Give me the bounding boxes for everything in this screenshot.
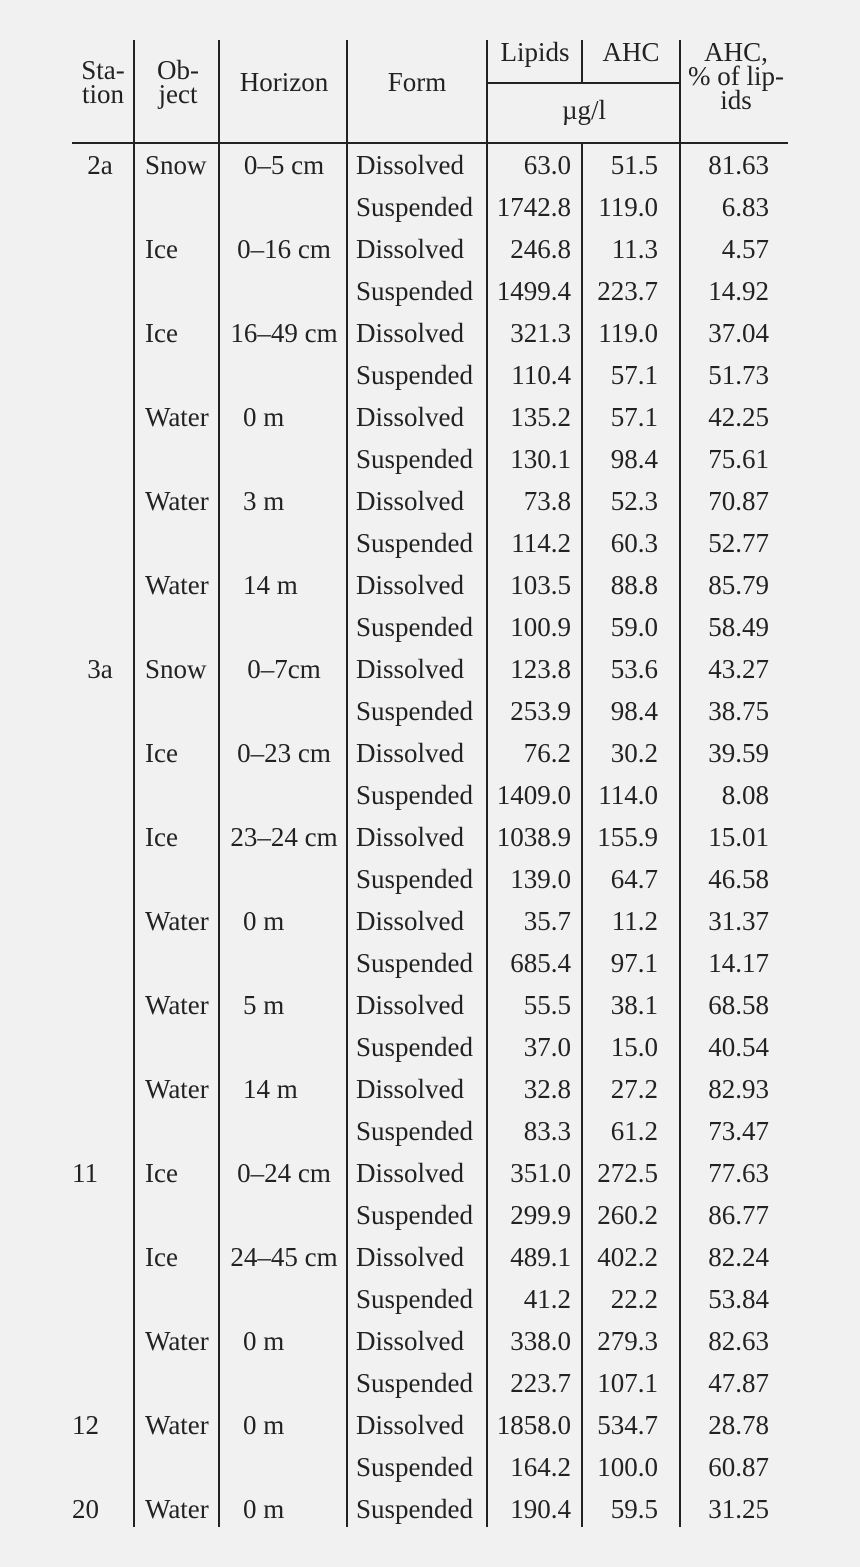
cell-horizon: 0–16 cm <box>237 234 331 264</box>
cell-object: Ice <box>145 318 178 348</box>
cell-ahc: 11.3 <box>611 234 658 264</box>
header-station <box>72 55 134 109</box>
cell-lipids: 253.9 <box>510 696 571 726</box>
cell-ahc-percent: 70.87 <box>708 486 769 516</box>
cell-form: Dissolved <box>356 234 464 264</box>
cell-object: Water <box>145 570 209 600</box>
header-object-line2: ject <box>158 79 198 109</box>
cell-ahc: 57.1 <box>610 402 658 432</box>
cell-ahc: 114.0 <box>598 780 658 810</box>
cell-horizon: 0 m <box>243 402 285 432</box>
cell-horizon: 24–45 cm <box>230 1242 338 1272</box>
cell-lipids: 76.2 <box>523 738 571 768</box>
cell-horizon: 0–24 cm <box>237 1158 331 1188</box>
cell-form: Dissolved <box>356 1242 464 1272</box>
cell-horizon: 0 m <box>243 906 285 936</box>
cell-lipids: 321.3 <box>510 318 571 348</box>
cell-lipids: 489.1 <box>510 1242 571 1272</box>
cell-horizon: 0–23 cm <box>237 738 331 768</box>
cell-station: 2a <box>87 150 113 180</box>
header-station-line1: Sta- <box>81 55 125 85</box>
cell-ahc: 272.5 <box>597 1158 658 1188</box>
cell-ahc-percent: 60.87 <box>708 1452 769 1482</box>
cell-form: Suspended <box>356 528 473 558</box>
cell-ahc: 57.1 <box>610 360 658 390</box>
col-divider-1 <box>133 40 135 1527</box>
cell-object: Water <box>145 1410 209 1440</box>
cell-station: 3a <box>87 654 113 684</box>
cell-ahc-percent: 75.61 <box>708 444 769 474</box>
cell-ahc-percent: 6.83 <box>721 192 769 222</box>
cell-ahc-percent: 38.75 <box>708 696 769 726</box>
cell-object: Water <box>145 1326 209 1356</box>
cell-ahc-percent: 81.63 <box>708 150 769 180</box>
cell-lipids: 1038.9 <box>496 822 571 852</box>
cell-station: 11 <box>72 1158 98 1188</box>
cell-form: Suspended <box>356 1494 473 1524</box>
cell-ahc-percent: 43.27 <box>708 654 769 684</box>
cell-lipids: 351.0 <box>510 1158 571 1188</box>
header-object-line1: Ob- <box>157 55 199 85</box>
cell-horizon: 23–24 cm <box>230 822 338 852</box>
cell-lipids: 135.2 <box>510 402 571 432</box>
cell-form: Suspended <box>356 1452 473 1482</box>
cell-ahc: 88.8 <box>610 570 658 600</box>
cell-lipids: 685.4 <box>510 948 571 978</box>
cell-lipids: 190.4 <box>510 1494 571 1524</box>
cell-ahc: 534.7 <box>597 1410 658 1440</box>
cell-lipids: 164.2 <box>510 1452 571 1482</box>
header-object <box>136 55 220 109</box>
cell-form: Suspended <box>356 864 473 894</box>
cell-lipids: 1742.8 <box>496 192 571 222</box>
cell-form: Dissolved <box>356 1074 464 1104</box>
cell-form: Suspended <box>356 1032 473 1062</box>
cell-ahc-percent: 82.24 <box>708 1242 769 1272</box>
cell-ahc: 60.3 <box>610 528 658 558</box>
cell-lipids: 100.9 <box>510 612 571 642</box>
cell-object: Ice <box>145 1158 178 1188</box>
cell-horizon: 0 m <box>243 1494 285 1524</box>
cell-lipids: 114.2 <box>511 528 571 558</box>
cell-ahc-percent: 40.54 <box>708 1032 769 1062</box>
cell-form: Suspended <box>356 612 473 642</box>
cell-ahc: 279.3 <box>597 1326 658 1356</box>
cell-form: Dissolved <box>356 738 464 768</box>
header-lipids: Lipids <box>500 37 570 67</box>
cell-lipids: 246.8 <box>510 234 571 264</box>
cell-horizon: 14 m <box>243 570 298 600</box>
cell-form: Dissolved <box>356 1326 464 1356</box>
cell-ahc-percent: 42.25 <box>708 402 769 432</box>
cell-lipids: 37.0 <box>523 1032 571 1062</box>
cell-form: Dissolved <box>356 486 464 516</box>
cell-lipids: 139.0 <box>510 864 571 894</box>
cell-horizon: 5 m <box>243 990 285 1020</box>
cell-ahc: 98.4 <box>610 444 658 474</box>
cell-form: Dissolved <box>356 822 464 852</box>
cell-object: Water <box>145 906 209 936</box>
cell-ahc-percent: 28.78 <box>708 1410 769 1440</box>
cell-form: Suspended <box>356 1200 473 1230</box>
col-divider-3 <box>346 40 348 1527</box>
cell-ahc: 64.7 <box>610 864 658 894</box>
cell-ahc-percent: 82.93 <box>708 1074 769 1104</box>
cell-ahc: 38.1 <box>610 990 658 1020</box>
cell-form: Suspended <box>356 780 473 810</box>
cell-ahc-percent: 86.77 <box>708 1200 769 1230</box>
cell-form: Suspended <box>356 1116 473 1146</box>
cell-ahc-percent: 15.01 <box>708 822 769 852</box>
cell-ahc-percent: 4.57 <box>721 234 769 264</box>
cell-ahc-percent: 77.63 <box>708 1158 769 1188</box>
cell-ahc-percent: 31.25 <box>708 1494 769 1524</box>
cell-form: Suspended <box>356 1284 473 1314</box>
cell-form: Suspended <box>356 1368 473 1398</box>
cell-station: 12 <box>72 1410 99 1440</box>
cell-object: Water <box>145 990 209 1020</box>
cell-form: Dissolved <box>356 654 464 684</box>
cell-form: Dissolved <box>356 906 464 936</box>
cell-horizon: 0 m <box>243 1410 285 1440</box>
cell-ahc-percent: 14.17 <box>708 948 769 978</box>
header-pct-line1: AHC, <box>704 37 768 67</box>
cell-ahc-percent: 37.04 <box>708 318 769 348</box>
cell-lipids: 63.0 <box>523 150 571 180</box>
cell-object: Water <box>145 1494 209 1524</box>
header-unit: µg/l <box>561 95 607 125</box>
cell-ahc-percent: 31.37 <box>708 906 769 936</box>
header-pct-line2: % of lip- <box>688 61 784 91</box>
cell-object: Snow <box>145 150 207 180</box>
cell-ahc: 52.3 <box>610 486 658 516</box>
cell-object: Ice <box>145 738 178 768</box>
cell-form: Dissolved <box>356 1158 464 1188</box>
cell-ahc: 402.2 <box>597 1242 658 1272</box>
cell-lipids: 1409.0 <box>496 780 571 810</box>
cell-form: Dissolved <box>356 150 464 180</box>
cell-form: Suspended <box>356 948 473 978</box>
col-divider-2 <box>218 40 220 1527</box>
cell-lipids: 110.4 <box>511 360 571 390</box>
cell-lipids: 299.9 <box>510 1200 571 1230</box>
cell-ahc: 61.2 <box>610 1116 658 1146</box>
cell-form: Suspended <box>356 192 473 222</box>
cell-form: Suspended <box>356 696 473 726</box>
cell-object: Ice <box>145 1242 178 1272</box>
cell-lipids: 35.7 <box>523 906 571 936</box>
header-pct-line3: ids <box>720 85 752 115</box>
cell-ahc-percent: 53.84 <box>708 1284 769 1314</box>
cell-ahc: 155.9 <box>597 822 658 852</box>
cell-ahc: 11.2 <box>611 906 658 936</box>
cell-ahc-percent: 58.49 <box>708 612 769 642</box>
header-sub-rule <box>486 82 680 84</box>
cell-ahc-percent: 73.47 <box>708 1116 769 1146</box>
cell-form: Dissolved <box>356 402 464 432</box>
cell-form: Dissolved <box>356 318 464 348</box>
header-station-line2: tion <box>81 79 124 109</box>
cell-form: Suspended <box>356 444 473 474</box>
cell-horizon: 14 m <box>243 1074 298 1104</box>
cell-form: Suspended <box>356 276 473 306</box>
cell-lipids: 338.0 <box>510 1326 571 1356</box>
cell-ahc: 100.0 <box>597 1452 658 1482</box>
cell-form: Dissolved <box>356 1410 464 1440</box>
header-ahc-percent <box>680 37 792 115</box>
cell-horizon: 0–5 cm <box>243 150 325 180</box>
cell-ahc: 98.4 <box>610 696 658 726</box>
cell-ahc: 51.5 <box>610 150 658 180</box>
cell-ahc-percent: 39.59 <box>708 738 769 768</box>
cell-lipids: 123.8 <box>510 654 571 684</box>
cell-ahc-percent: 85.79 <box>708 570 769 600</box>
cell-ahc-percent: 14.92 <box>708 276 769 306</box>
cell-lipids: 32.8 <box>523 1074 571 1104</box>
cell-ahc-percent: 52.77 <box>708 528 769 558</box>
cell-horizon: 0–7cm <box>247 654 321 684</box>
cell-object: Ice <box>145 234 178 264</box>
cell-ahc: 97.1 <box>610 948 658 978</box>
cell-ahc: 59.5 <box>610 1494 658 1524</box>
cell-ahc-percent: 51.73 <box>708 360 769 390</box>
cell-horizon: 16–49 cm <box>230 318 338 348</box>
cell-lipids: 1858.0 <box>496 1410 571 1440</box>
cell-ahc: 107.1 <box>597 1368 658 1398</box>
cell-ahc: 260.2 <box>597 1200 658 1230</box>
cell-horizon: 0 m <box>243 1326 285 1356</box>
cell-form: Dissolved <box>356 990 464 1020</box>
cell-ahc-percent: 82.63 <box>708 1326 769 1356</box>
cell-lipids: 1499.4 <box>496 276 571 306</box>
cell-object: Snow <box>145 654 207 684</box>
cell-lipids: 41.2 <box>523 1284 571 1314</box>
cell-ahc: 53.6 <box>610 654 658 684</box>
cell-lipids: 83.3 <box>523 1116 571 1146</box>
cell-ahc-percent: 8.08 <box>721 780 769 810</box>
col-divider-5 <box>581 40 583 84</box>
cell-lipids: 130.1 <box>510 444 571 474</box>
cell-ahc: 22.2 <box>610 1284 658 1314</box>
cell-form: Dissolved <box>356 570 464 600</box>
cell-ahc: 119.0 <box>598 318 658 348</box>
header-form: Form <box>387 67 447 97</box>
cell-object: Water <box>145 402 209 432</box>
cell-lipids: 73.8 <box>523 486 571 516</box>
cell-object: Water <box>145 486 209 516</box>
cell-ahc: 59.0 <box>610 612 658 642</box>
header-ahc: AHC <box>602 37 660 67</box>
cell-lipids: 223.7 <box>510 1368 571 1398</box>
cell-ahc-percent: 47.87 <box>708 1368 769 1398</box>
cell-form: Suspended <box>356 360 473 390</box>
cell-ahc: 30.2 <box>610 738 658 768</box>
cell-ahc: 27.2 <box>610 1074 658 1104</box>
cell-lipids: 103.5 <box>510 570 571 600</box>
cell-object: Water <box>145 1074 209 1104</box>
cell-object: Ice <box>145 822 178 852</box>
cell-horizon: 3 m <box>243 486 285 516</box>
cell-ahc: 223.7 <box>597 276 658 306</box>
cell-ahc: 119.0 <box>598 192 658 222</box>
cell-ahc-percent: 46.58 <box>708 864 769 894</box>
cell-ahc-percent: 68.58 <box>708 990 769 1020</box>
cell-station: 20 <box>72 1494 99 1524</box>
cell-ahc: 15.0 <box>610 1032 658 1062</box>
cell-lipids: 55.5 <box>523 990 571 1020</box>
header-horizon: Horizon <box>239 67 329 97</box>
